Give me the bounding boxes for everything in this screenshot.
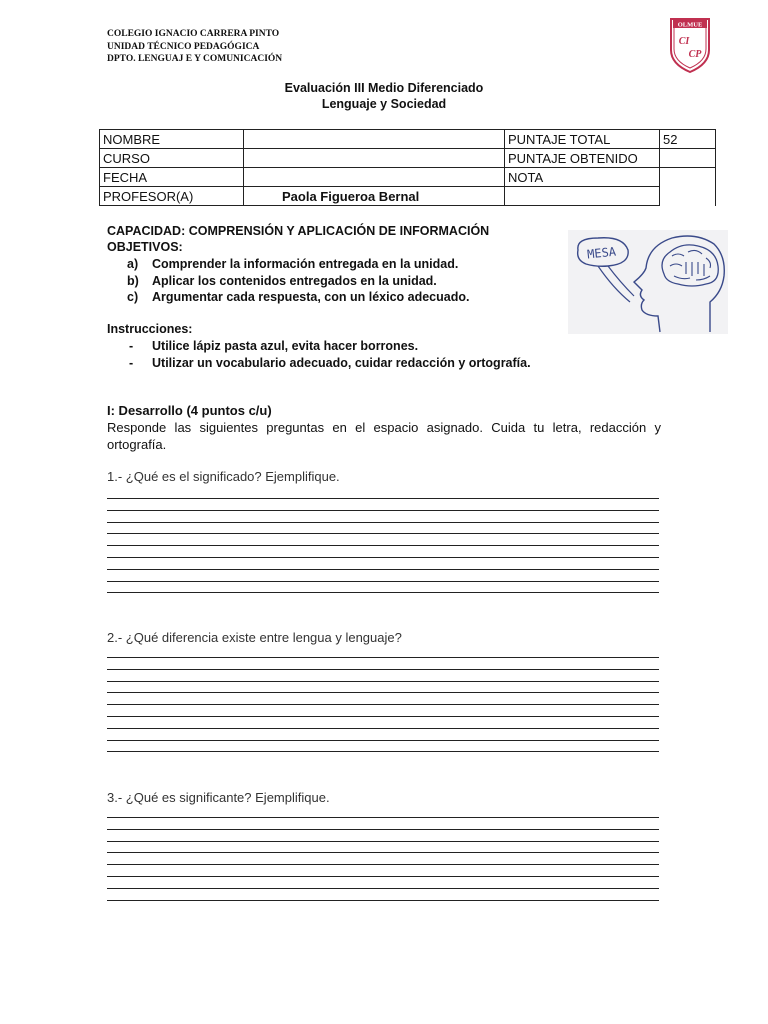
- answer-line[interactable]: [107, 669, 659, 670]
- objectives-list: [107, 256, 469, 306]
- capacidad-heading: CAPACIDAD: COMPRENSIÓN Y APLICACIÓN DE INFORMACIÓN: [107, 224, 490, 238]
- question-1: 1.- ¿Qué es el significado? Ejemplifique.: [107, 469, 340, 484]
- field-puntaje-obtenido[interactable]: [660, 149, 716, 168]
- answer-line[interactable]: [107, 569, 659, 570]
- field-nombre[interactable]: [244, 130, 505, 149]
- svg-text:CP: CP: [688, 49, 702, 60]
- value-puntaje-total: 52: [660, 130, 716, 149]
- label-fecha: FECHA: [100, 168, 244, 187]
- svg-text:OLMUE: OLMUE: [677, 21, 703, 29]
- field-nota[interactable]: [660, 168, 716, 206]
- answer-line[interactable]: [107, 728, 659, 729]
- brain-speech-illustration: [568, 230, 728, 334]
- answer-line[interactable]: [107, 829, 659, 830]
- answer-line[interactable]: [107, 841, 659, 842]
- answer-line[interactable]: [107, 498, 659, 499]
- list-marker: b): [127, 273, 139, 288]
- instruction-text: Utilizar un vocabulario adecuado, cuidar redacción y ortografía.: [152, 355, 531, 370]
- school-header: [107, 28, 282, 66]
- list-item: [107, 338, 531, 355]
- answer-line[interactable]: [107, 522, 659, 523]
- instrucciones-heading: Instrucciones:: [107, 322, 193, 336]
- answer-line[interactable]: [107, 740, 659, 741]
- objective-text: Argumentar cada respuesta, con un léxico adecuado.: [152, 290, 470, 304]
- answer-line[interactable]: [107, 716, 659, 717]
- answer-line[interactable]: [107, 876, 659, 877]
- label-puntaje-obtenido: PUNTAJE OBTENIDO: [505, 149, 660, 168]
- label-curso: CURSO: [100, 149, 244, 168]
- answer-line[interactable]: [107, 592, 659, 593]
- answer-area-1[interactable]: [107, 498, 659, 604]
- instructions-list: [107, 338, 531, 371]
- section-description: Responde las siguientes preguntas en el espacio asignado. Cuida tu letra, redacción y ortografía.: [107, 420, 661, 452]
- answer-area-2[interactable]: [107, 657, 659, 763]
- answer-line[interactable]: [107, 817, 659, 818]
- answer-line[interactable]: [107, 657, 659, 658]
- list-item: [107, 256, 469, 273]
- list-item: [107, 289, 469, 306]
- answer-line[interactable]: [107, 888, 659, 889]
- school-unit: UNIDAD TÉCNICO PEDAGÓGICA: [107, 41, 260, 52]
- teacher-name: Paola Figueroa Bernal: [244, 187, 505, 206]
- student-info-table: [99, 129, 716, 206]
- school-crest-logo: [668, 16, 712, 74]
- section-heading: I: Desarrollo (4 puntos c/u): [107, 403, 272, 418]
- list-marker: -: [129, 339, 134, 353]
- school-name: COLEGIO IGNACIO CARRERA PINTO: [107, 29, 280, 39]
- list-item: [107, 273, 469, 290]
- field-fecha[interactable]: [244, 168, 505, 187]
- objective-text: Comprender la información entregada en la unidad.: [152, 257, 459, 271]
- label-puntaje-total: PUNTAJE TOTAL: [505, 130, 660, 149]
- question-2: 2.- ¿Qué diferencia existe entre lengua y lenguaje?: [107, 630, 402, 645]
- label-nota: NOTA: [505, 168, 660, 187]
- list-marker: -: [129, 355, 134, 370]
- instruction-text: Utilice lápiz pasta azul, evita hacer borrones.: [152, 339, 419, 353]
- answer-line[interactable]: [107, 704, 659, 705]
- field-profesor-extra: [505, 187, 660, 206]
- answer-line[interactable]: [107, 681, 659, 682]
- school-department: DPTO. LENGUAJ E Y COMUNICACIÓN: [107, 54, 283, 64]
- field-curso[interactable]: [244, 149, 505, 168]
- answer-line[interactable]: [107, 545, 659, 546]
- question-3: 3.- ¿Qué es significante? Ejemplifique.: [107, 790, 330, 805]
- answer-line[interactable]: [107, 900, 659, 901]
- svg-text:MESA: MESA: [586, 244, 617, 262]
- exam-subtitle: Lenguaje y Sociedad: [321, 96, 447, 111]
- objective-text: Aplicar los contenidos entregados en la unidad.: [152, 273, 437, 288]
- label-profesor: PROFESOR(A): [100, 187, 244, 206]
- list-marker: a): [127, 257, 139, 271]
- list-item: [107, 355, 531, 372]
- answer-area-3[interactable]: [107, 817, 659, 911]
- objetivos-heading: OBJETIVOS:: [107, 240, 183, 254]
- exam-title: Evaluación III Medio Diferenciado: [284, 81, 484, 95]
- answer-line[interactable]: [107, 751, 659, 752]
- list-marker: c): [127, 290, 139, 304]
- answer-line[interactable]: [107, 533, 659, 534]
- label-nombre: NOMBRE: [100, 130, 244, 149]
- answer-line[interactable]: [107, 557, 659, 558]
- answer-line[interactable]: [107, 852, 659, 853]
- answer-line[interactable]: [107, 510, 659, 511]
- document-titles: [0, 81, 768, 112]
- answer-line[interactable]: [107, 581, 659, 582]
- answer-line[interactable]: [107, 864, 659, 865]
- svg-text:CI: CI: [678, 36, 690, 47]
- answer-line[interactable]: [107, 692, 659, 693]
